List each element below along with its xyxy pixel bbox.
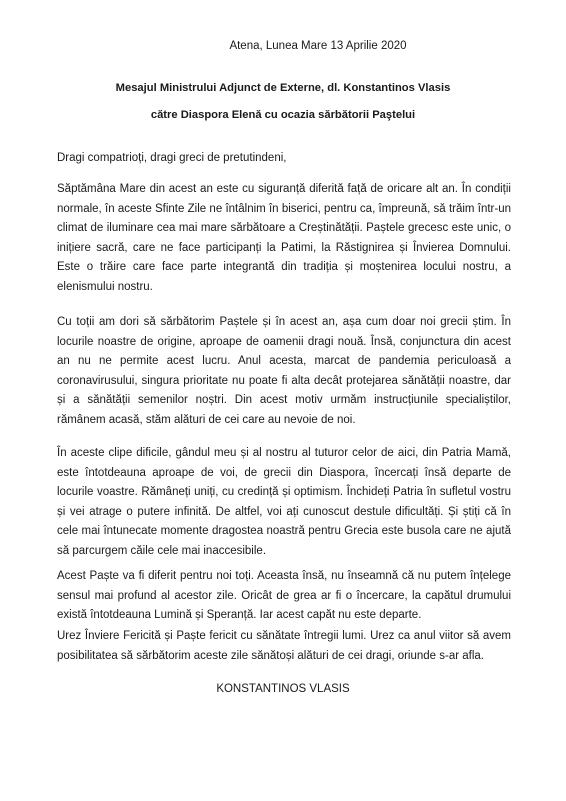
paragraph: Cu toții am dori să sărbătorim Paștele și în acest an, așa cum doar noi grecii știm. În locurile noastre de origine, aproape de oamenii dragi nouă. Însă, conjunctura din acest an nu ne permite acest lucru. Anul acesta, marcat de pandemia periculoasă a coronavirusului, singura prioritate nu poate fi alta decât protejarea sănătății noastre, dar și a sănătății semenilor noștri. Din acest motiv urmăm instrucțiunile specialiștilor, rămânem acasă, stăm alături de cei care au nevoie de noi. (57, 316, 511, 426)
paragraph: Săptămâna Mare din acest an este cu siguranță diferită față de oricare alt an. În condiții normale, în aceste Sfinte Zile ne întâlnim în biserici, pentru ca, împreună, să trăim într-un climat de iluminare cea mai mare sărbătoare a Creștinătății. Paștele grecesc este unic, o inițiere sacră, care ne face participanți la Patimi, la Răstignirea și Învierea Domnului. Este o trăire care face parte integrantă din tradiția și moștenirea locului nostru, a elenismului nostru. (57, 183, 511, 293)
paragraph: În aceste clipe dificile, gândul meu și al nostru al tuturor celor de aici, din Patria Mamă, este întotdeauna aproape de voi, de grecii din Diaspora, încercați însă departe de locurile voastre. Rămâneți uniți, cu credință și optimism. Închideți Patria în sufletul vostru și vei atrage o putere infinită. De altfel, voi ați cunoscut destule dificultăți. Și știți că în cele mai întunecate momente dragostea noastră pentru Grecia este busola care ne ajută să parcurgem căile cele mai inaccesibile. (57, 447, 511, 557)
paragraph: Urez Înviere Fericită și Paște fericit cu sănătate întregii lumi. Urez ca anul viitor să avem posibilitatea să sărbătorim aceste zile sănătoși alături de cei dragi, oriunde s-ar afla. (57, 630, 511, 662)
title-line-2: către Diaspora Elenă cu ocazia sărbătorii Paştelui (150, 109, 416, 121)
salutation: Dragi compatrioți, dragi greci de pretutindeni, (57, 152, 287, 164)
title-line-1: Mesajul Ministrului Adjunct de Externe, dl. Konstantinos Vlasis (115, 82, 451, 94)
paragraph: Acest Paște va fi diferit pentru noi toți. Aceasta însă, nu înseamnă că nu putem înțelege sensul mai profund al acestor zile. Oricât de grea ar fi o încercare, la capătul drumului există întotdeauna Lumină și Speranță. Iar acest capăt nu este departe. (57, 570, 511, 622)
signature: KONSTANTINOS VLASIS (216, 683, 350, 695)
date-line: Atena, Lunea Mare 13 Aprilie 2020 (229, 40, 407, 52)
